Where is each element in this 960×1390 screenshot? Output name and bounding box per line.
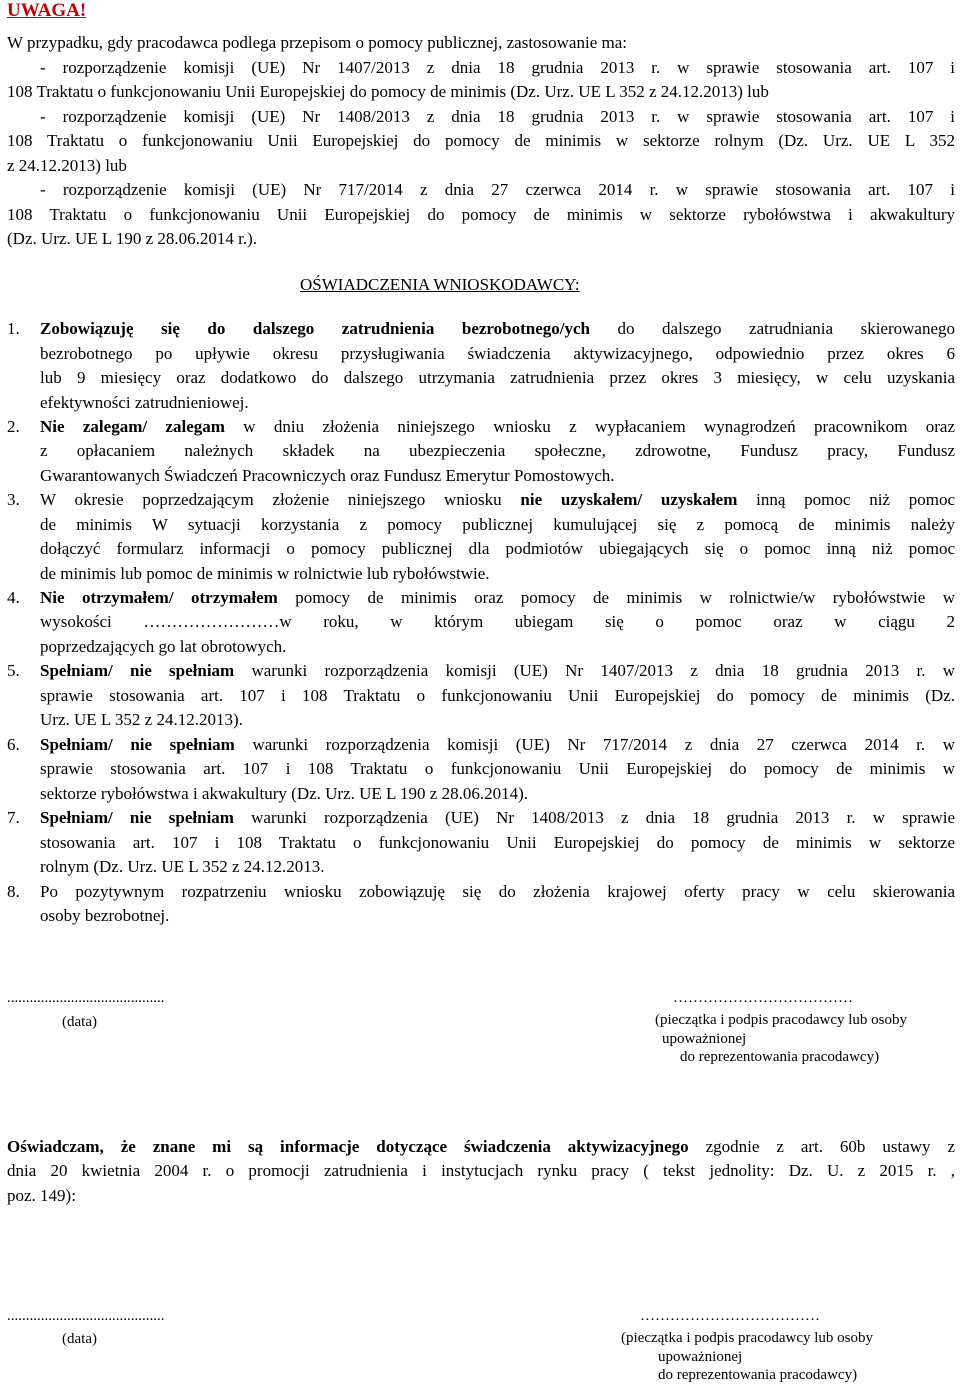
stamp-label: do reprezentowania pracodawcy): [680, 1049, 880, 1065]
header-line: 108 Traktatu o funkcjonowaniu Unii Europejskiej do pomocy de minimis w sektorze rolnym (Dz. Urz. UE L 352: [7, 131, 955, 150]
item-number: 2.: [7, 417, 20, 436]
item-number: 1.: [7, 319, 20, 338]
item-line: sprawie stosowania art. 107 i 108 Traktatu o funkcjonowaniu Unii Europejskiej do pomocy de minimis w: [40, 759, 955, 778]
item-number: 7.: [7, 808, 20, 827]
date-label: (data): [62, 1014, 97, 1030]
stamp-label: (pieczątka i podpis pracodawcy lub osoby: [621, 1330, 874, 1346]
header-line: - rozporządzenie komisji (UE) Nr 1407/2013 z dnia 18 grudnia 2013 r. w sprawie stosowania art. 107 i: [40, 58, 955, 77]
item-bold: nie uzyskałem/ uzyskałem: [520, 490, 738, 509]
item-line: efektywności zatrudnieniowej.: [40, 393, 249, 412]
header-intro: W przypadku, gdy pracodawca podlega przepisom o pomocy publicznej, zastosowanie ma:: [7, 33, 627, 52]
stamp-label: do reprezentowania pracodawcy): [658, 1367, 858, 1383]
item-line: de minimis W sytuacji korzystania z pomocy publicznej kumulującej się z pomocą de minimis należy: [40, 515, 955, 534]
item-line: Gwarantowanych Świadczeń Pracowniczych oraz Fundusz Emerytur Pomostowych.: [40, 466, 615, 485]
item-line: sektorze rybołówstwa i akwakultury (Dz. Urz. UE L 190 z 28.06.2014).: [40, 784, 528, 803]
item-first-line: Spełniam/ nie spełniam warunki rozporządzenia (UE) Nr 1408/2013 z dnia 18 grudnia 2013 r. w sprawie: [40, 808, 955, 827]
item-bold: Spełniam/ nie spełniam: [40, 735, 235, 754]
item-line: z opłacaniem należnych składek na ubezpieczenia społeczne, zdrowotne, Fundusz pracy, Fundusz: [40, 441, 955, 460]
header-line: z 24.12.2013) lub: [7, 156, 127, 175]
warning-heading: UWAGA!: [7, 0, 87, 21]
item-bold: Spełniam/ nie spełniam: [40, 661, 235, 680]
item-bold: Nie zalegam/ zalegam: [40, 417, 225, 436]
item-number: 6.: [7, 735, 20, 754]
item-first-line: Nie otrzymałem/ otrzymałem pomocy de minimis oraz pomocy de minimis w rolnictwie/w rybołówstwie w: [40, 588, 955, 607]
item-first-line: Spełniam/ nie spełniam warunki rozporządzenia komisji (UE) Nr 717/2014 z dnia 27 czerwca 2014 r. w: [40, 735, 955, 754]
item-first-line: Nie zalegam/ zalegam w dniu złożenia niniejszego wniosku z wypłacaniem wynagrodzeń pracownikom oraz: [40, 417, 955, 436]
header-line: (Dz. Urz. UE L 190 z 28.06.2014 r.).: [7, 229, 258, 248]
stamp-dots: ………………………………: [673, 990, 853, 1006]
item-line: Po pozytywnym rozpatrzeniu wniosku zobowiązuję się do złożenia krajowej oferty pracy w celu skierowania: [40, 882, 955, 901]
item-number: 5.: [7, 661, 20, 680]
item-line: osoby bezrobotnej.: [40, 906, 170, 925]
item-line: stosowania art. 107 i 108 Traktatu o funkcjonowaniu Unii Europejskiej do pomocy de minimis w sektorze: [40, 833, 955, 852]
statement-line: dnia 20 kwietnia 2004 r. o promocji zatrudnienia i instytucjach rynku pracy ( tekst jednolity: Dz. U. z 2015 r. ,: [7, 1161, 955, 1180]
item-first-line: Zobowiązuję się do dalszego zatrudnienia bezrobotnego/ych do dalszego zatrudniania skierowanego: [40, 319, 955, 338]
header-line: - rozporządzenie komisji (UE) Nr 1408/2013 z dnia 18 grudnia 2013 r. w sprawie stosowania art. 107 i: [40, 107, 955, 126]
item-number: 3.: [7, 490, 20, 509]
stamp-label: (pieczątka i podpis pracodawcy lub osoby: [655, 1012, 908, 1028]
stamp-dots: ………………………………: [640, 1308, 820, 1324]
date-dots: ..........................................: [7, 990, 165, 1006]
date-label: (data): [62, 1331, 97, 1347]
item-first-line: W okresie poprzedzającym złożenie niniejszego wniosku nie uzyskałem/ uzyskałem inną pomoc niż pomoc: [40, 490, 955, 509]
item-number: 8.: [7, 882, 20, 901]
item-number: 4.: [7, 588, 20, 607]
item-bold: Spełniam/ nie spełniam: [40, 808, 234, 827]
item-line: sprawie stosowania art. 107 i 108 Traktatu o funkcjonowaniu Unii Europejskiej do pomocy de minimis (Dz.: [40, 686, 955, 705]
item-line: lub 9 miesięcy oraz dodatkowo do dalszego utrzymania zatrudnienia przez okres 3 miesięcy, w celu uzyskania: [40, 368, 955, 387]
date-dots: ..........................................: [7, 1308, 165, 1324]
item-bold: Nie otrzymałem/ otrzymałem: [40, 588, 278, 607]
item-line: rolnym (Dz. Urz. UE L 352 z 24.12.2013.: [40, 857, 325, 876]
header-line: 108 Traktatu o funkcjonowaniu Unii Europejskiej do pomocy de minimis w sektorze rybołówstwa i akwakultury: [7, 205, 955, 224]
item-line: poprzedzających go lat obrotowych.: [40, 637, 287, 656]
statement-first-line: Oświadczam, że znane mi są informacje dotyczące świadczenia aktywizacyjnego zgodnie z art. 60b ustawy z: [7, 1137, 955, 1156]
statement-bold: Oświadczam, że znane mi są informacje dotyczące świadczenia aktywizacyjnego: [7, 1137, 689, 1156]
header-line: - rozporządzenie komisji (UE) Nr 717/2014 z dnia 27 czerwca 2014 r. w sprawie stosowania art. 107 i: [40, 180, 955, 199]
item-line: bezrobotnego po upływie okresu przysługiwania świadczenia aktywizacyjnego, odpowiednio przez okres 6: [40, 344, 955, 363]
header-line: 108 Traktatu o funkcjonowaniu Unii Europejskiej do pomocy de minimis (Dz. Urz. UE L 352 z 24.12.2013) lub: [7, 82, 769, 101]
stamp-label: upoważnionej: [662, 1031, 747, 1047]
item-bold: Zobowiązuję się do dalszego zatrudnienia bezrobotnego/ych: [40, 319, 591, 338]
item-line: dołączyć formularz informacji o pomocy publicznej dla podmiotów ubiegających się o pomoc inną niż pomoc: [40, 539, 955, 558]
section-title: OŚWIADCZENIA WNIOSKODAWCY:: [300, 275, 580, 294]
stamp-label: upoważnionej: [658, 1349, 743, 1365]
item-line: wysokości ……………………w roku, w którym ubiegam się o pomoc oraz w ciągu 2: [40, 612, 955, 631]
statement-line: poz. 149):: [7, 1186, 76, 1205]
item-first-line: Spełniam/ nie spełniam warunki rozporządzenia komisji (UE) Nr 1407/2013 z dnia 18 grudnia 2013 r. w: [40, 661, 955, 680]
item-line: Urz. UE L 352 z 24.12.2013).: [40, 710, 243, 729]
item-line: de minimis lub pomoc de minimis w rolnictwie lub rybołówstwie.: [40, 564, 490, 583]
